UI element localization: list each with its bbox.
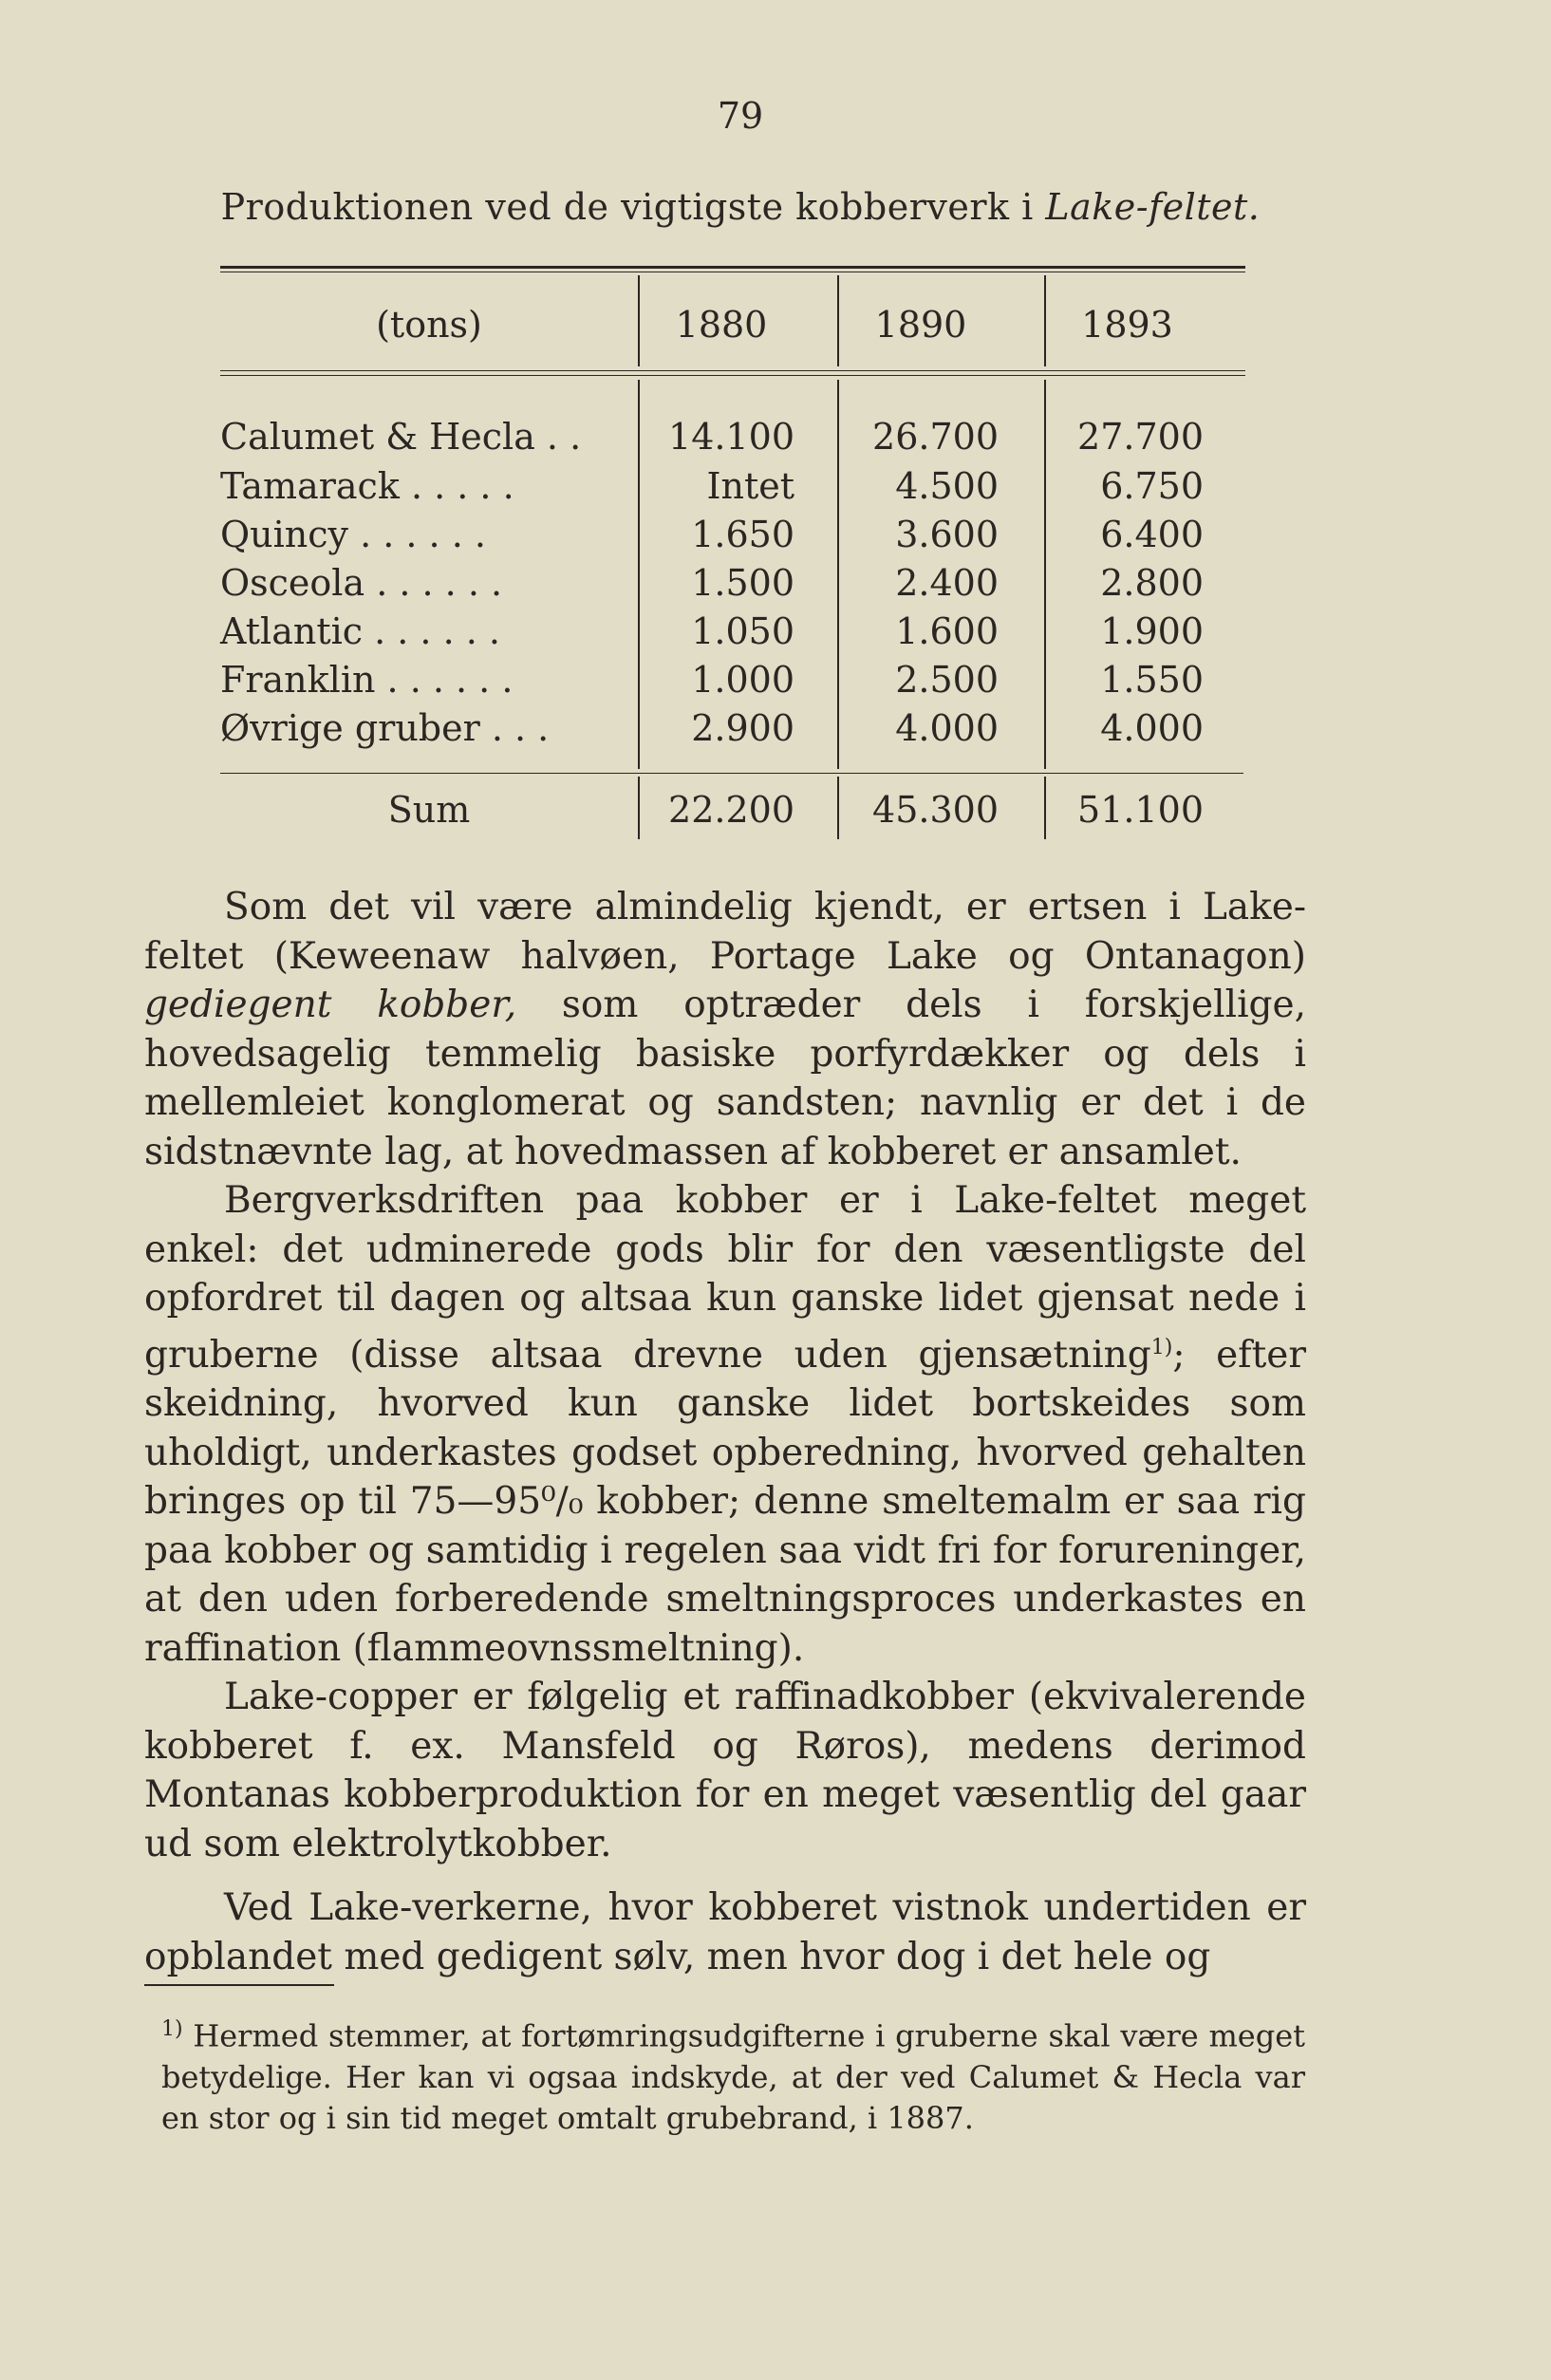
row-label: Atlantic . . . . . . <box>220 610 500 652</box>
row-1890: 3.600 <box>895 514 999 555</box>
table-title-plain: Produktionen ved de vigtigste kobberverk i <box>220 186 1046 228</box>
p1-italic: gediegent kobber, <box>144 984 517 1026</box>
sum-label: Sum <box>387 789 471 831</box>
footnote <box>161 2009 1305 2139</box>
header-unit: (tons) <box>376 304 482 346</box>
table-vline-8 <box>837 777 839 839</box>
p2-text-b: ; efter skeidning, hvorved kun ganske lidet bortskeides som uholdigt, underkastes godset opberedning, hvorved gehalten bringes op til 75—95⁰/₀ kobber; denne smeltemalm er saa rig paa kobber og samtidig i regelen saa vidt fri for forureninger, at den uden forberedende smeltningsproces underkastes en raffination (flammeovnssmeltning). <box>144 1333 1306 1670</box>
sum-1893: 51.100 <box>1077 789 1204 831</box>
header-bottom-rule-2 <box>220 375 1245 376</box>
row-label: Tamarack . . . . . <box>220 465 514 507</box>
header-1893: 1893 <box>1081 304 1173 346</box>
table-vline-5 <box>837 380 839 769</box>
p2-text-a: Bergverksdriften paa kobber er i Lake-feltet meget enkel: det udminerede gods blir for den væsentligste del opfordret til dagen og altsaa kun ganske lidet gjensat nede i gruberne (disse altsaa drevne uden gjensætning <box>144 1179 1306 1377</box>
row-1893: 6.750 <box>1100 465 1204 507</box>
header-bottom-rule <box>220 370 1245 371</box>
row-1880: 14.100 <box>668 416 794 458</box>
table-vline-1 <box>638 275 640 366</box>
row-1890: 2.500 <box>895 659 999 701</box>
footnote-rule <box>144 1984 334 1986</box>
page-number: 79 <box>717 95 764 137</box>
row-1890: 26.700 <box>872 416 999 458</box>
row-1880: 1.050 <box>691 610 794 652</box>
p1-text-a: Som det vil være almindelig kjendt, er ertsen i Lake-feltet (Keweenaw halvøen, Portage Lake og Ontanagon) <box>144 886 1306 978</box>
table-vline-4 <box>638 380 640 769</box>
footnote-text <box>161 2009 1305 2139</box>
table-top-rule <box>220 266 1245 269</box>
row-1893: 1.550 <box>1100 659 1204 701</box>
row-1880: Intet <box>706 465 794 507</box>
row-1893: 27.700 <box>1077 416 1204 458</box>
table-title-italic: Lake-feltet. <box>1045 186 1261 228</box>
p1-text-b: som optræder dels i forskjellige, hovedsagelig temmelig basiske porfyrdækker og dels i mellemleiet konglomerat og sandsten; navnlig er det i de sidstnævnte lag, at hovedmassen af kobberet er ansamlet. <box>144 984 1306 1173</box>
table-vline-6 <box>1044 380 1046 769</box>
row-1893: 6.400 <box>1100 514 1204 555</box>
footnote-mark: 1) <box>161 2017 183 2041</box>
row-1890: 4.000 <box>895 707 999 749</box>
paragraph-2 <box>144 1176 1306 1673</box>
row-1890: 1.600 <box>895 610 999 652</box>
table-title <box>0 186 1481 228</box>
row-1893: 4.000 <box>1100 707 1204 749</box>
table-vline-2 <box>837 275 839 366</box>
p2-footnote-mark: 1) <box>1150 1335 1173 1359</box>
row-1880: 2.900 <box>691 707 794 749</box>
row-1893: 1.900 <box>1100 610 1204 652</box>
row-1890: 4.500 <box>895 465 999 507</box>
sum-top-rule <box>220 773 1243 774</box>
row-1890: 2.400 <box>895 562 999 604</box>
header-1880: 1880 <box>675 304 768 346</box>
paragraph-3: Lake-copper er følgelig et raffinadkobber (ekvivalerende kobberet f. ex. Mansfeld og Røros), medens derimod Montanas kobberproduktion for en meget væsentlig del gaar ud som elektrolytkobber. <box>144 1676 1306 1865</box>
row-1880: 1.500 <box>691 562 794 604</box>
row-label: Calumet & Hecla . . <box>220 416 582 458</box>
table-vline-3 <box>1044 275 1046 366</box>
body-text <box>144 883 1306 1981</box>
table-vline-9 <box>1044 777 1046 839</box>
row-label: Osceola . . . . . . <box>220 562 503 604</box>
row-1893: 2.800 <box>1100 562 1204 604</box>
footnote-body: Hermed stemmer, at fortømringsudgifterne i gruberne skal være meget betydelige. Her kan vi ogsaa indskyde, at der ved Calumet & Hecla var en stor og i sin tid meget omtalt grubebrand, i 1887. <box>161 2017 1305 2136</box>
row-label: Quincy . . . . . . <box>220 514 486 555</box>
table-vline-7 <box>638 777 640 839</box>
sum-1880: 22.200 <box>668 789 794 831</box>
row-label: Øvrige gruber . . . <box>220 707 550 749</box>
row-1880: 1.000 <box>691 659 794 701</box>
row-1880: 1.650 <box>691 514 794 555</box>
header-1890: 1890 <box>874 304 967 346</box>
sum-1890: 45.300 <box>872 789 999 831</box>
row-label: Franklin . . . . . . <box>220 659 514 701</box>
paragraph-4: Ved Lake-verkerne, hvor kobberet vistnok undertiden er opblandet med gedigent sølv, men hvor dog i det hele og <box>144 1886 1306 1978</box>
paragraph-1 <box>144 883 1306 1176</box>
